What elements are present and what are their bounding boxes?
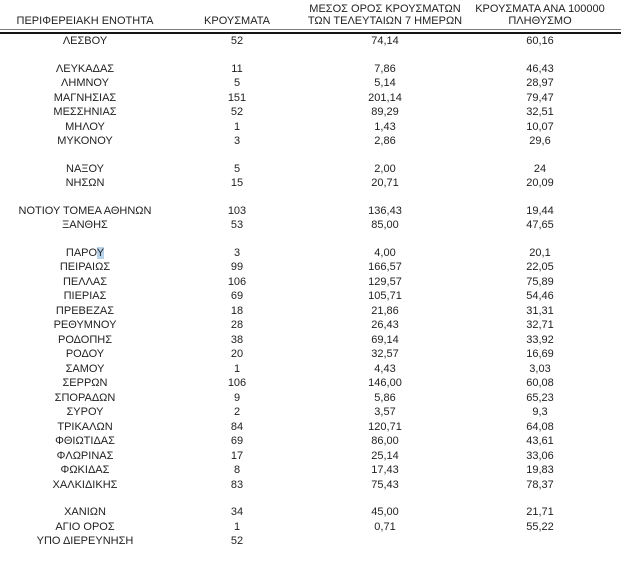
cases-cell: 1 xyxy=(233,520,241,533)
cases-cell: 106 xyxy=(227,377,247,389)
avg7-cell: 0,71 xyxy=(374,520,396,533)
per100k-cell: 20,09 xyxy=(526,177,554,189)
cases-cell: 103 xyxy=(227,204,247,217)
cases-cell: 3 xyxy=(233,246,241,259)
table-row xyxy=(0,91,621,106)
table-row xyxy=(0,333,621,348)
table-row xyxy=(0,478,621,493)
per100k-cell: 10,07 xyxy=(526,120,554,133)
region-cell: ΡΟΔΟΠΗΣ xyxy=(57,333,113,346)
header-region-unit-label: ΠΕΡΙΦΕΡΕΙΑΚΗ ΕΝΟΤΗΤΑ xyxy=(16,15,154,27)
cases-cell: 69 xyxy=(230,290,244,302)
cases-cell: 52 xyxy=(230,106,244,118)
per100k-cell: 33,92 xyxy=(526,333,554,346)
table-row xyxy=(0,520,621,535)
cases-cell: 69 xyxy=(230,435,244,447)
avg7-cell: 69,14 xyxy=(371,333,399,346)
cases-cell: 17 xyxy=(230,449,244,462)
region-cell: ΣΕΡΡΩΝ xyxy=(62,377,108,389)
per100k-cell: 29,6 xyxy=(529,135,551,147)
cases-cell: 2 xyxy=(233,406,241,418)
avg7-cell: 129,57 xyxy=(368,275,402,288)
table-row xyxy=(0,162,621,177)
cases-cell: 3 xyxy=(233,135,241,147)
per100k-cell: 9,3 xyxy=(532,406,548,418)
cases-cell: 53 xyxy=(230,219,244,231)
cases-cell: 83 xyxy=(230,478,244,491)
table-row xyxy=(0,246,621,261)
avg7-cell: 26,43 xyxy=(371,319,399,331)
per100k-cell: 64,08 xyxy=(526,420,554,433)
avg7-cell: 74,14 xyxy=(371,35,399,47)
table-row xyxy=(0,34,621,49)
per100k-cell: 32,51 xyxy=(526,106,554,118)
per100k-cell: 33,06 xyxy=(526,449,554,462)
per100k-cell: 28,97 xyxy=(526,77,554,89)
header-per-100k-line1: ΚΡΟΥΣΜΑΤΑ ΑΝΑ 100000 xyxy=(475,3,605,15)
avg7-cell: 166,57 xyxy=(368,261,402,273)
table-row xyxy=(0,275,621,290)
header-per-100k xyxy=(466,3,614,27)
region-cell: ΠΙΕΡΙΑΣ xyxy=(63,290,107,302)
text-selection-highlight: Υ xyxy=(96,246,105,259)
cases-cell: 1 xyxy=(233,362,241,375)
per100k-cell: 47,65 xyxy=(526,219,554,231)
table-row xyxy=(0,318,621,333)
per100k-cell: 46,43 xyxy=(526,62,554,75)
per100k-cell: 55,22 xyxy=(526,520,554,533)
table-row xyxy=(0,218,621,233)
table-body xyxy=(0,34,621,549)
region-cell: ΦΘΙΩΤΙΔΑΣ xyxy=(55,435,115,447)
blank-row-spacer xyxy=(0,492,621,505)
region-cell: ΠΕΛΛΑΣ xyxy=(62,275,108,288)
cases-cell: 28 xyxy=(230,319,244,331)
region-cell: ΠΕΙΡΑΙΩΣ xyxy=(59,261,111,273)
per100k-cell xyxy=(466,534,614,549)
region-cell: ΡΟΔΟΥ xyxy=(65,348,105,360)
table-row xyxy=(0,347,621,362)
table-row xyxy=(0,405,621,420)
region-cell: ΧΑΛΚΙΔΙΚΗΣ xyxy=(52,478,118,491)
avg7-cell xyxy=(304,534,466,549)
region-cell: ΤΡΙΚΑΛΩΝ xyxy=(57,420,113,433)
avg7-cell: 136,43 xyxy=(368,204,402,217)
table-row xyxy=(0,176,621,191)
per100k-cell: 21,71 xyxy=(526,506,554,518)
header-7day-average-line2: ΤΩΝ ΤΕΛΕΥΤΑΙΩΝ 7 ΗΜΕΡΩΝ xyxy=(307,15,463,27)
per100k-cell: 60,16 xyxy=(526,35,554,47)
per100k-cell: 31,31 xyxy=(526,304,554,317)
region-cell: ΜΕΣΣΗΝΙΑΣ xyxy=(53,106,117,118)
region-cell: ΝΗΣΩΝ xyxy=(65,177,105,189)
avg7-cell: 45,00 xyxy=(371,506,399,518)
avg7-cell: 17,43 xyxy=(371,464,399,476)
region-cell: ΜΗΛΟΥ xyxy=(65,120,105,133)
avg7-cell: 4,00 xyxy=(374,246,396,259)
avg7-cell: 20,71 xyxy=(371,177,399,189)
table-row xyxy=(0,120,621,135)
cases-cell: 52 xyxy=(230,535,244,547)
table-row xyxy=(0,376,621,391)
avg7-cell: 7,86 xyxy=(374,62,396,75)
table-header-row xyxy=(0,0,621,30)
header-7day-average xyxy=(304,3,466,27)
table-row xyxy=(0,505,621,520)
per100k-cell: 16,69 xyxy=(526,348,554,360)
avg7-cell: 25,14 xyxy=(371,449,399,462)
region-cell: ΦΩΚΙΔΑΣ xyxy=(60,464,110,476)
cases-cell: 52 xyxy=(230,35,244,47)
avg7-cell: 4,43 xyxy=(374,362,396,375)
region-cell[interactable] xyxy=(0,246,170,261)
per100k-cell: 19,83 xyxy=(526,464,554,476)
table-row xyxy=(0,420,621,435)
region-cell: ΥΠΟ ΔΙΕΡΕΥΝΗΣΗ xyxy=(36,535,134,547)
avg7-cell: 32,57 xyxy=(371,348,399,360)
avg7-cell: 89,29 xyxy=(371,106,399,118)
avg7-cell: 2,86 xyxy=(374,135,396,147)
region-cell: ΛΗΜΝΟΥ xyxy=(61,77,109,89)
table-row xyxy=(0,76,621,91)
region-cell: ΑΓΙΟ ΟΡΟΣ xyxy=(55,520,115,533)
avg7-cell: 5,86 xyxy=(374,391,396,404)
cases-cell: 18 xyxy=(230,304,244,317)
per100k-cell: 54,46 xyxy=(526,290,554,302)
cases-cell: 151 xyxy=(227,91,247,104)
avg7-cell: 120,71 xyxy=(368,420,402,433)
table-row xyxy=(0,289,621,304)
region-cell: ΛΕΣΒΟΥ xyxy=(62,35,108,47)
table-row xyxy=(0,105,621,120)
avg7-cell: 1,43 xyxy=(374,120,396,133)
avg7-cell: 3,57 xyxy=(374,406,396,418)
table-row xyxy=(0,391,621,406)
avg7-cell: 2,00 xyxy=(374,162,396,175)
region-cell: ΠΡΕΒΕΖΑΣ xyxy=(55,304,115,317)
table-row xyxy=(0,463,621,478)
region-cell: ΣΠΟΡΑΔΩΝ xyxy=(54,391,116,404)
per100k-cell: 75,89 xyxy=(526,275,554,288)
cases-cell: 8 xyxy=(233,464,241,476)
region-cell: ΜΑΓΝΗΣΙΑΣ xyxy=(53,91,117,104)
region-cell: ΣΥΡΟΥ xyxy=(66,406,104,418)
per100k-cell: 20,1 xyxy=(529,246,551,259)
blank-row-spacer xyxy=(0,191,621,204)
per100k-cell: 79,47 xyxy=(526,91,554,104)
table-row xyxy=(0,362,621,377)
region-cell: ΣΑΜΟΥ xyxy=(65,362,105,375)
per100k-cell: 32,71 xyxy=(526,319,554,331)
per100k-cell: 65,23 xyxy=(526,391,554,404)
table-row xyxy=(0,534,621,549)
avg7-cell: 85,00 xyxy=(371,219,399,231)
avg7-cell: 86,00 xyxy=(371,435,399,447)
header-per-100k-line2: ΠΛΗΘΥΣΜΟ xyxy=(508,15,572,27)
table-row xyxy=(0,134,621,149)
table-row xyxy=(0,204,621,219)
cases-cell: 15 xyxy=(230,177,244,189)
cases-cell: 106 xyxy=(227,275,247,288)
avg7-cell: 105,71 xyxy=(368,290,402,302)
per100k-cell: 3,03 xyxy=(529,362,551,375)
cases-cell: 1 xyxy=(233,120,241,133)
per100k-cell: 19,44 xyxy=(526,204,554,217)
per100k-cell: 43,61 xyxy=(526,435,554,447)
header-cases xyxy=(170,15,304,27)
region-cell: ΝΑΞΟΥ xyxy=(66,162,104,175)
table-row xyxy=(0,434,621,449)
cases-cell: 5 xyxy=(233,77,241,89)
region-cell: ΡΕΘΥΜΝΟΥ xyxy=(53,319,117,331)
table-row xyxy=(0,304,621,319)
cases-cell: 99 xyxy=(230,261,244,273)
region-name-text: ΠΑΡΟ xyxy=(65,246,97,259)
table-row xyxy=(0,449,621,464)
header-7day-average-line1: ΜΕΣΟΣ ΟΡΟΣ ΚΡΟΥΣΜΑΤΩΝ xyxy=(309,3,461,15)
per100k-cell: 24 xyxy=(533,162,547,175)
table-row xyxy=(0,62,621,77)
cases-cell: 84 xyxy=(230,420,244,433)
per100k-cell: 22,05 xyxy=(526,261,554,273)
per100k-cell: 78,37 xyxy=(526,478,554,491)
header-cases-label: ΚΡΟΥΣΜΑΤΑ xyxy=(204,15,270,27)
region-cell: ΛΕΥΚΑΔΑΣ xyxy=(55,62,115,75)
cases-cell: 34 xyxy=(230,506,244,518)
avg7-cell: 21,86 xyxy=(371,304,399,317)
cases-cell: 20 xyxy=(230,348,244,360)
avg7-cell: 5,14 xyxy=(374,77,396,89)
blank-row-spacer xyxy=(0,149,621,162)
region-cell: ΝΟΤΙΟΥ ΤΟΜΕΑ ΑΘΗΝΩΝ xyxy=(18,204,152,217)
avg7-cell: 75,43 xyxy=(371,478,399,491)
per100k-cell: 60,08 xyxy=(526,377,554,389)
region-cell: ΦΛΩΡΙΝΑΣ xyxy=(56,449,114,462)
avg7-cell: 146,00 xyxy=(368,377,402,389)
avg7-cell: 201,14 xyxy=(368,91,402,104)
blank-row-spacer xyxy=(0,49,621,62)
cases-cell: 5 xyxy=(233,162,241,175)
header-region-unit xyxy=(0,15,170,27)
blank-row-spacer xyxy=(0,233,621,246)
region-cell: ΜΥΚΟΝΟΥ xyxy=(57,135,113,147)
region-cell: ΞΑΝΘΗΣ xyxy=(62,219,108,231)
table-row xyxy=(0,260,621,275)
cases-cell: 11 xyxy=(231,62,243,75)
cases-cell: 9 xyxy=(233,391,241,404)
region-cell: ΧΑΝΙΩΝ xyxy=(64,506,106,518)
cases-cell: 38 xyxy=(230,333,244,346)
